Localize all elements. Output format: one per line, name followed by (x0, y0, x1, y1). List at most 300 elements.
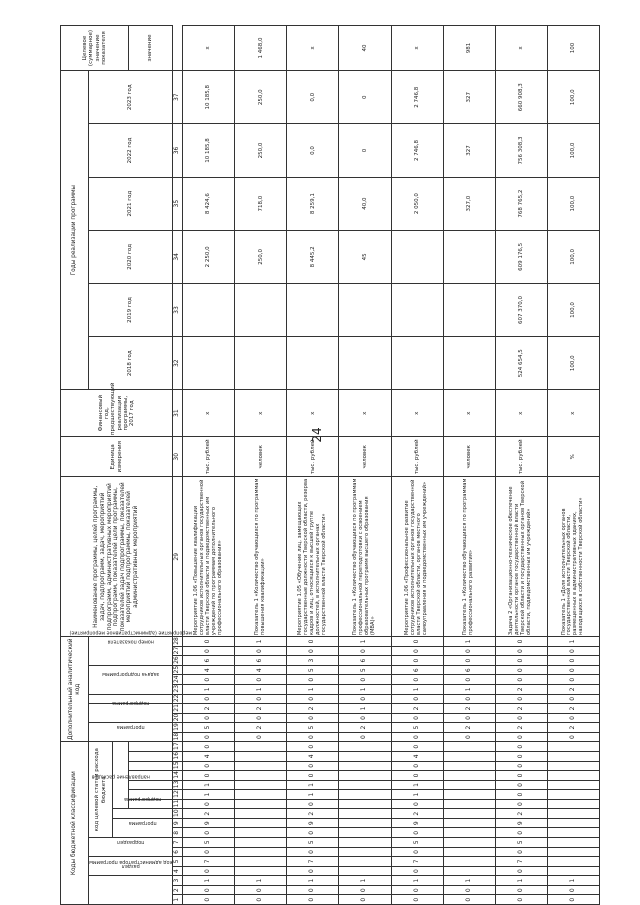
page-number: 24 (310, 427, 324, 443)
row-target: х (495, 26, 547, 71)
code-digit: 0 (443, 646, 495, 656)
code-digit: 0 (183, 742, 235, 752)
year-value: 100,0 (547, 177, 599, 230)
code-digit: 0 (183, 866, 235, 876)
code-digit: 2 (495, 723, 547, 733)
code-digit (235, 828, 287, 838)
subprogram-subheader: подпрограмма (113, 809, 173, 819)
row-fin-year: х (495, 390, 547, 437)
code-digit (235, 847, 287, 857)
code-digit: 0 (287, 866, 339, 876)
table-body (183, 26, 600, 905)
code-digit: 0 (183, 828, 235, 838)
code-digit: 9 (287, 818, 339, 828)
code-digit: 0 (547, 895, 599, 905)
row-name: Мероприятие 1.06 «Профессиональное развитие сотрудников исполнительных органов государственной власти Тверской области, органов местного самоуправления и подведомственных им учреждений» (391, 477, 443, 637)
year-value: 718,0 (235, 177, 287, 230)
row-target: 1 468,0 (235, 26, 287, 71)
code-digit (339, 818, 391, 828)
code-digit: 4 (183, 752, 235, 762)
code-digit: 0 (287, 732, 339, 742)
column-number: 10 (173, 809, 183, 819)
year-value: 250,0 (235, 124, 287, 177)
year-value: 2 050,0 (391, 177, 443, 230)
code-digit (235, 780, 287, 790)
row-unit: тыс. рублей (391, 437, 443, 477)
code-digit: 2 (391, 809, 443, 819)
column-number: 24 (173, 675, 183, 685)
code-digit: 0 (391, 799, 443, 809)
code-digit (443, 771, 495, 781)
year-value: 327,0 (443, 177, 495, 230)
code-digit: 0 (495, 637, 547, 647)
code-digit: 4 (183, 665, 235, 675)
code-digit: 0 (443, 656, 495, 666)
code-digit (547, 752, 599, 762)
code-digit: 5 (391, 838, 443, 848)
code-digit (547, 828, 599, 838)
code-digit (443, 799, 495, 809)
code-digit: 2 (547, 704, 599, 714)
code-digit: 5 (183, 838, 235, 848)
column-number: 32 (173, 337, 183, 390)
target-value-header: значение (129, 26, 173, 71)
code-digit: 0 (287, 713, 339, 723)
code-digit: 2 (495, 809, 547, 819)
code-digit: 0 (391, 646, 443, 656)
code-digit: 0 (235, 895, 287, 905)
column-number: 3 (173, 876, 183, 886)
target-article-header: код целевой статьи расхода бюджета (89, 742, 113, 838)
code-digit (547, 809, 599, 819)
row-target: х (287, 26, 339, 71)
code-digit (443, 780, 495, 790)
code-digit: 5 (495, 838, 547, 848)
code-digit: 1 (495, 876, 547, 886)
code-digit: 1 (287, 876, 339, 886)
codes-header: Коды бюджетной классификации (61, 742, 89, 905)
code-digit (339, 752, 391, 762)
code-digit (235, 818, 287, 828)
row-fin-year: х (183, 390, 235, 437)
year-value (287, 283, 339, 336)
code-digit: 7 (287, 857, 339, 867)
code-digit: 4 (235, 665, 287, 675)
code-digit (547, 761, 599, 771)
code-digit: 6 (391, 665, 443, 675)
code-digit (443, 857, 495, 867)
code-digit: 1 (287, 790, 339, 800)
year-value: 10 185,8 (183, 71, 235, 124)
code-digit: 0 (287, 771, 339, 781)
code-digit: 0 (547, 646, 599, 656)
code-digit: 0 (287, 637, 339, 647)
year-value (235, 283, 287, 336)
code-digit (339, 742, 391, 752)
code-digit: 0 (495, 771, 547, 781)
code-digit: 6 (443, 665, 495, 675)
code-digit: 0 (547, 713, 599, 723)
code-digit (235, 752, 287, 762)
code-digit (235, 771, 287, 781)
code-digit: 0 (443, 675, 495, 685)
code-digit: 0 (391, 895, 443, 905)
code-digit (339, 866, 391, 876)
code-digit: 7 (183, 857, 235, 867)
code-digit (443, 866, 495, 876)
code-digit: 0 (391, 675, 443, 685)
column-number: 25 (173, 665, 183, 675)
code-digit: 0 (495, 847, 547, 857)
code-digit: 0 (287, 742, 339, 752)
code-digit: 0 (391, 771, 443, 781)
year-value: 0 (339, 71, 391, 124)
code-digit: 0 (547, 694, 599, 704)
code-digit: 1 (183, 685, 235, 695)
code-digit: 0 (339, 694, 391, 704)
table-row (443, 26, 495, 905)
code-digit: 2 (495, 685, 547, 695)
year-value: 250,0 (235, 71, 287, 124)
code-digit: 0 (339, 713, 391, 723)
code-digit: 1 (391, 685, 443, 695)
code-digit: 0 (495, 694, 547, 704)
code-digit: 0 (443, 694, 495, 704)
code-digit: 5 (339, 665, 391, 675)
code-digit: 0 (391, 637, 443, 647)
row-fin-year: х (443, 390, 495, 437)
code-digit: 1 (339, 876, 391, 886)
code-digit: 2 (235, 723, 287, 733)
row-unit: человек (339, 437, 391, 477)
code-digit: 0 (547, 665, 599, 675)
row-fin-year: х (547, 390, 599, 437)
row-target: х (183, 26, 235, 71)
code-digit: 0 (391, 828, 443, 838)
column-number: 14 (173, 771, 183, 781)
code-digit: 0 (391, 694, 443, 704)
code-digit: 0 (235, 675, 287, 685)
code-digit (339, 828, 391, 838)
code-digit: 1 (235, 685, 287, 695)
column-number: 28 (173, 637, 183, 647)
code-digit (443, 742, 495, 752)
column-number: 8 (173, 828, 183, 838)
code-digit: 0 (235, 694, 287, 704)
code-digit: 0 (235, 646, 287, 656)
code-digit: 0 (443, 885, 495, 895)
year-value: 660 908,3 (495, 71, 547, 124)
code-digit (235, 809, 287, 819)
year-value: 327 (443, 71, 495, 124)
prog-col-header: программа (89, 723, 173, 742)
column-number: 36 (173, 124, 183, 177)
column-number: 2 (173, 885, 183, 895)
code-digit: 1 (339, 685, 391, 695)
code-digit: 2 (495, 704, 547, 714)
year-value: 8 424,6 (183, 177, 235, 230)
column-number: 4 (173, 866, 183, 876)
row-name: Показатель 1 «Количество обучающихся по программам профессиональной переподготовки с освоением образовательных программ высшего образования (МВА)» (339, 477, 391, 637)
code-digit: 0 (495, 790, 547, 800)
code-digit: 6 (183, 656, 235, 666)
row-name: Показатель 1 «Количество обучающихся по программам повышения квалификации» (235, 477, 287, 637)
year-2021-header: 2021 год (89, 177, 173, 230)
code-digit (547, 838, 599, 848)
code-digit: 0 (495, 828, 547, 838)
code-digit: 0 (495, 895, 547, 905)
column-number: 21 (173, 704, 183, 714)
column-number: 20 (173, 713, 183, 723)
year-value (443, 230, 495, 283)
year-value (183, 337, 235, 390)
code-digit: 0 (495, 780, 547, 790)
year-2020-header: 2020 год (89, 230, 173, 283)
column-number: 34 (173, 230, 183, 283)
column-numbers-row (173, 26, 183, 905)
code-digit: 5 (391, 723, 443, 733)
code-digit: 0 (391, 742, 443, 752)
code-digit (235, 857, 287, 867)
row-target: 40 (339, 26, 391, 71)
indicator-col-header: номер показателя (89, 637, 173, 666)
row-name: Задача 2 «Организационно-техническое обеспечение деятельности органов государственной власти Тверской области и государственных органов Тверской области, подведомственных им учреждений» (495, 477, 547, 637)
column-number: 31 (173, 390, 183, 437)
year-2018-header: 2018 год (89, 337, 173, 390)
code-digit: 0 (183, 713, 235, 723)
code-digit: 1 (183, 876, 235, 886)
code-digit: 2 (183, 704, 235, 714)
code-digit: 0 (235, 732, 287, 742)
code-digit: 0 (235, 885, 287, 895)
year-value (391, 230, 443, 283)
code-digit: 0 (391, 656, 443, 666)
code-digit (547, 847, 599, 857)
column-number: 13 (173, 780, 183, 790)
column-number: 9 (173, 818, 183, 828)
year-value (391, 283, 443, 336)
year-value (443, 283, 495, 336)
table-row (339, 26, 391, 905)
code-digit (339, 809, 391, 819)
row-unit: человек (443, 437, 495, 477)
code-digit: 0 (287, 761, 339, 771)
fin-year-header: Финансовый год, предшествующий реализации программы, 2017 год (61, 390, 173, 437)
code-digit: 0 (495, 732, 547, 742)
code-digit: 0 (495, 885, 547, 895)
code-digit: 1 (287, 780, 339, 790)
code-digit: 0 (495, 646, 547, 656)
column-number: 35 (173, 177, 183, 230)
code-digit: 3 (287, 656, 339, 666)
code-digit: 0 (391, 847, 443, 857)
year-value: 327 (443, 124, 495, 177)
code-digit: 2 (339, 723, 391, 733)
code-digit (339, 771, 391, 781)
row-fin-year: х (235, 390, 287, 437)
code-digit: 0 (495, 665, 547, 675)
code-digit: 0 (183, 771, 235, 781)
code-digit: 0 (287, 694, 339, 704)
column-number: 23 (173, 685, 183, 695)
year-value (235, 337, 287, 390)
budget-program-table (60, 25, 600, 905)
year-value: 768 765,2 (495, 177, 547, 230)
year-2023-header: 2023 год (89, 71, 173, 124)
row-name: Мероприятие 1.05 «Обучение лиц, замещающих государственные должности Тверской области, резерва кадров и лиц, относящихся к высшей группе должностей, в исполнительных органах государственной власти Тверской области» (287, 477, 339, 637)
row-target: х (391, 26, 443, 71)
code-digit: 0 (287, 895, 339, 905)
code-digit: 1 (339, 637, 391, 647)
code-digit (339, 761, 391, 771)
code-digit: 9 (183, 818, 235, 828)
year-value: 10 185,8 (183, 124, 235, 177)
code-digit: 1 (391, 780, 443, 790)
section-header: раздел (89, 857, 173, 876)
code-digit (339, 790, 391, 800)
year-value (339, 337, 391, 390)
year-value: 100,0 (547, 337, 599, 390)
code-digit (339, 780, 391, 790)
column-number: 5 (173, 857, 183, 867)
code-digit: 0 (391, 732, 443, 742)
code-digit (339, 838, 391, 848)
code-digit: 0 (339, 895, 391, 905)
code-digit: 1 (443, 685, 495, 695)
column-number: 16 (173, 752, 183, 762)
column-number: 11 (173, 799, 183, 809)
code-digit: 2 (443, 704, 495, 714)
code-digit: 1 (547, 876, 599, 886)
code-digit: 2 (547, 723, 599, 733)
year-value: 100,0 (547, 230, 599, 283)
budget-table-sheet (60, 25, 600, 905)
year-value (443, 337, 495, 390)
task-col-header: задача подпрограммы (89, 694, 173, 704)
code-digit: 0 (183, 761, 235, 771)
year-value: 609 176,5 (495, 230, 547, 283)
row-unit: тыс. рублей (287, 437, 339, 477)
code-digit: 0 (287, 799, 339, 809)
row-target: 100 (547, 26, 599, 71)
row-unit: % (547, 437, 599, 477)
code-digit (235, 761, 287, 771)
code-digit (547, 742, 599, 752)
column-number: 6 (173, 847, 183, 857)
table-row (183, 26, 235, 905)
measure-col-header: мероприятие (административное мероприятие) (89, 665, 173, 694)
code-digit: 0 (547, 732, 599, 742)
year-value: 250,0 (235, 230, 287, 283)
column-number: 7 (173, 838, 183, 848)
extra-code-header: Дополнительный аналитический код (61, 637, 89, 742)
row-name: Мероприятие 1.06 «Повышение квалификации сотрудников исполнительных органов государственной власти Тверской области и подведомственных им учреждений по программам дополнительного профессионального образования» (183, 477, 235, 637)
code-digit: 0 (183, 637, 235, 647)
year-value: 100,0 (547, 71, 599, 124)
code-digit (235, 799, 287, 809)
code-digit: 0 (495, 656, 547, 666)
year-value: 0,0 (287, 124, 339, 177)
subprog-col-header: подпрограмма (89, 704, 173, 723)
code-digit: 0 (547, 675, 599, 685)
code-digit: 0 (495, 742, 547, 752)
year-2022-header: 2022 год (89, 124, 173, 177)
code-digit: 0 (183, 646, 235, 656)
code-digit: 0 (183, 895, 235, 905)
code-digit: 1 (391, 790, 443, 800)
code-digit: 2 (287, 704, 339, 714)
year-value: 8 259,1 (287, 177, 339, 230)
code-digit: 7 (495, 857, 547, 867)
code-digit (443, 752, 495, 762)
code-digit (547, 857, 599, 867)
code-digit: 0 (183, 694, 235, 704)
code-digit: 6 (339, 656, 391, 666)
code-digit: 0 (495, 761, 547, 771)
column-number: 18 (173, 732, 183, 742)
year-value: 8 445,2 (287, 230, 339, 283)
code-digit (443, 818, 495, 828)
code-digit: 0 (287, 675, 339, 685)
code-digit: 4 (287, 752, 339, 762)
code-digit (547, 799, 599, 809)
column-number: 22 (173, 694, 183, 704)
unit-header: Единица измерения (61, 437, 173, 477)
table-row (547, 26, 599, 905)
code-digit: 0 (391, 885, 443, 895)
code-digit: 9 (391, 818, 443, 828)
year-value: 524 654,5 (495, 337, 547, 390)
code-digit: 7 (391, 857, 443, 867)
code-digit: 0 (183, 885, 235, 895)
year-value: 2 746,8 (391, 124, 443, 177)
code-digit: 0 (235, 713, 287, 723)
code-digit (547, 780, 599, 790)
code-digit: 2 (287, 809, 339, 819)
code-digit: 2 (235, 704, 287, 714)
code-digit (547, 818, 599, 828)
row-fin-year: х (391, 390, 443, 437)
code-digit: 1 (443, 637, 495, 647)
year-value (339, 283, 391, 336)
row-name: Показатель 1 «Доля исполнительных органов государственной власти Тверской области, размещенных в административных зданиях, находящихся в собственности Тверской области» (547, 477, 599, 637)
code-digit (235, 838, 287, 848)
code-digit: 0 (287, 828, 339, 838)
row-target: 981 (443, 26, 495, 71)
code-digit (339, 857, 391, 867)
code-digit (443, 761, 495, 771)
code-digit: 0 (547, 885, 599, 895)
column-number: 29 (173, 477, 183, 637)
year-value (391, 337, 443, 390)
code-digit: 5 (287, 838, 339, 848)
code-digit: 9 (495, 818, 547, 828)
code-digit: 1 (339, 704, 391, 714)
year-value: 2 250,0 (183, 230, 235, 283)
column-number: 19 (173, 723, 183, 733)
code-digit: 2 (443, 723, 495, 733)
code-digit (235, 742, 287, 752)
row-unit: тыс. рублей (495, 437, 547, 477)
year-value: 40,0 (339, 177, 391, 230)
code-digit: 0 (547, 656, 599, 666)
code-digit: 5 (287, 723, 339, 733)
year-value: 45 (339, 230, 391, 283)
table-row (391, 26, 443, 905)
code-digit: 0 (339, 885, 391, 895)
code-digit: 0 (495, 752, 547, 762)
code-digit: 0 (391, 713, 443, 723)
